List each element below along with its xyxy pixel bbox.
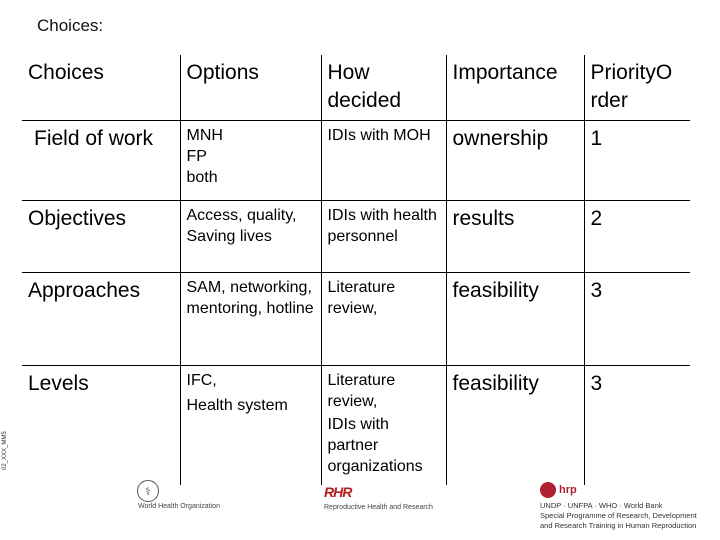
choice-label: Levels bbox=[28, 371, 89, 395]
table-row bbox=[22, 272, 690, 365]
option-item: FP bbox=[186, 147, 207, 165]
header-cell-importance bbox=[446, 55, 584, 120]
choices-table bbox=[22, 55, 690, 485]
hrp-mark bbox=[540, 482, 697, 498]
header-options: Options bbox=[186, 61, 259, 84]
priority-value: 3 bbox=[590, 371, 603, 395]
option-item: Saving lives bbox=[186, 227, 272, 245]
hrp-emblem-icon bbox=[540, 482, 556, 498]
options-cell bbox=[180, 365, 321, 485]
header-importance: Importance bbox=[452, 61, 558, 84]
header-choices: Choices bbox=[28, 61, 104, 84]
choice-cell bbox=[22, 365, 180, 485]
header-cell-how-decided bbox=[321, 55, 446, 120]
how-decided-text: IDIs with health personnel bbox=[327, 206, 437, 245]
importance-text: feasibility bbox=[452, 278, 539, 302]
hrp-logo bbox=[540, 482, 697, 531]
header-cell-priority bbox=[584, 55, 690, 120]
choice-label: Field of work bbox=[34, 126, 154, 150]
choice-label: Objectives bbox=[28, 206, 127, 230]
option-item: both bbox=[186, 168, 218, 186]
importance-cell bbox=[446, 200, 584, 272]
table-row bbox=[22, 365, 690, 485]
importance-cell bbox=[446, 120, 584, 200]
priority-value: 2 bbox=[590, 206, 603, 230]
options-cell bbox=[180, 200, 321, 272]
how-decided-cell bbox=[321, 365, 446, 485]
importance-cell bbox=[446, 272, 584, 365]
hrp-line-3: and Research Training in Human Reproduction bbox=[540, 521, 697, 530]
table-row bbox=[22, 120, 690, 200]
choice-label: Approaches bbox=[28, 278, 141, 302]
header-cell-choices bbox=[22, 55, 180, 120]
how-decided-text: Literature review, bbox=[327, 278, 396, 317]
header-cell-options bbox=[180, 55, 321, 120]
who-logo bbox=[137, 480, 220, 510]
rhr-logo bbox=[324, 484, 433, 511]
who-emblem-icon: ⚕ bbox=[137, 480, 159, 502]
how-decided-cell bbox=[321, 200, 446, 272]
how-decided-cell bbox=[321, 272, 446, 365]
priority-cell bbox=[584, 200, 690, 272]
header-how-decided: How decided bbox=[327, 61, 402, 112]
table-header-row bbox=[22, 55, 690, 120]
option-item: Health system bbox=[186, 396, 288, 414]
slide-title: Choices: bbox=[37, 16, 104, 35]
option-item: IFC, bbox=[186, 371, 217, 389]
how-decided-text: Literature review, bbox=[327, 371, 396, 410]
hrp-line-1: UNDP · UNFPA · WHO · World Bank bbox=[540, 501, 663, 510]
how-decided-cell bbox=[321, 120, 446, 200]
option-item: MNH bbox=[186, 126, 223, 144]
option-item: Access, quality, bbox=[186, 206, 297, 224]
importance-text: results bbox=[452, 206, 515, 230]
priority-value: 1 bbox=[590, 126, 603, 150]
importance-cell bbox=[446, 365, 584, 485]
options-cell bbox=[180, 272, 321, 365]
rhr-mark: RHR bbox=[324, 484, 352, 500]
option-item: SAM, networking, mentoring, hotline bbox=[186, 278, 314, 317]
choice-cell bbox=[22, 200, 180, 272]
priority-cell bbox=[584, 365, 690, 485]
who-label: World Health Organization bbox=[138, 503, 220, 510]
table-row bbox=[22, 200, 690, 272]
hrp-line-2: Special Programme of Research, Development bbox=[540, 511, 697, 520]
importance-text: ownership bbox=[452, 126, 549, 150]
hrp-mark-text: hrp bbox=[559, 484, 577, 496]
slide-id-code: 02_XXX_MM5 bbox=[2, 431, 8, 470]
priority-value: 3 bbox=[590, 278, 603, 302]
header-priority-order: PriorityO rder bbox=[590, 61, 673, 112]
how-decided-extra: IDIs with partner organizations bbox=[327, 415, 423, 475]
choice-cell bbox=[22, 120, 180, 200]
importance-text: feasibility bbox=[452, 371, 539, 395]
how-decided-text: IDIs with MOH bbox=[327, 126, 431, 144]
priority-cell bbox=[584, 120, 690, 200]
options-cell bbox=[180, 120, 321, 200]
choice-cell bbox=[22, 272, 180, 365]
priority-cell bbox=[584, 272, 690, 365]
rhr-label: Reproductive Health and Research bbox=[324, 504, 433, 511]
